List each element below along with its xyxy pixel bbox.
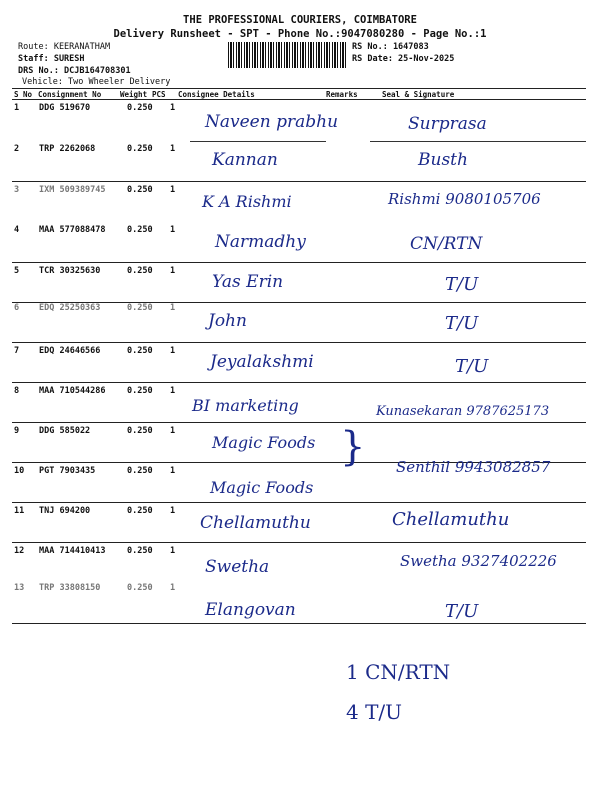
row-consignment: TRP 33808150 — [39, 583, 101, 593]
row-weight: 0.250 — [127, 386, 153, 396]
signature-handwriting: Swetha 9327402226 — [400, 552, 557, 570]
rs-number: RS No.: 1647083 — [352, 42, 429, 52]
signature-handwriting: Rishmi 9080105706 — [388, 190, 541, 208]
signature-handwriting: CN/RTN — [410, 234, 483, 254]
header-top-rule — [12, 88, 586, 89]
row-pcs: 1 — [170, 303, 176, 313]
row-consignment: TRP 2262068 — [39, 144, 96, 154]
row-pcs: 1 — [170, 103, 176, 113]
consignee-handwriting: Swetha — [205, 557, 270, 577]
row-pcs: 1 — [170, 386, 176, 396]
row-sno: 7 — [14, 346, 20, 356]
row-sno: 2 — [14, 144, 20, 154]
consignee-handwriting: Jeyalakshmi — [210, 352, 314, 372]
row-consignment: IXM 509389745 — [39, 185, 106, 195]
row-weight: 0.250 — [127, 466, 153, 476]
bracket-mark: } — [340, 424, 366, 470]
row-pcs: 1 — [170, 346, 176, 356]
signature-handwriting: Chellamuthu — [392, 509, 510, 530]
row-pcs: 1 — [170, 266, 176, 276]
consignee-handwriting: Narmadhy — [215, 232, 306, 252]
col-remarks: Remarks — [326, 90, 358, 99]
row-consignment: MAA 710544286 — [39, 386, 106, 396]
signature-handwriting: T/U — [445, 274, 479, 295]
row-sno: 10 — [14, 466, 25, 476]
row-consignment: MAA 714410413 — [39, 546, 106, 556]
row-pcs: 1 — [170, 225, 176, 235]
col-consignee: Consignee Details — [178, 90, 255, 99]
row-weight: 0.250 — [127, 506, 153, 516]
col-sno: S No — [14, 90, 33, 99]
drs-label: DRS No.: DCJB164708301 — [18, 66, 131, 76]
row-weight: 0.250 — [127, 546, 153, 556]
table-row — [12, 263, 586, 304]
note-cn-rtn: 1 CN/RTN — [346, 660, 451, 684]
row-pcs: 1 — [170, 426, 176, 436]
consignee-handwriting: BI marketing — [192, 396, 299, 415]
row-sno: 11 — [14, 506, 25, 516]
row-consignment: TCR 30325630 — [39, 266, 101, 276]
row-consignment: EDQ 25250363 — [39, 303, 101, 313]
signature-handwriting: Surprasa — [408, 114, 487, 134]
staff-label: Staff: SURESH — [18, 54, 85, 64]
row-sno: 4 — [14, 225, 20, 235]
row-sno: 3 — [14, 185, 20, 195]
consignee-handwriting: Elangovan — [205, 600, 296, 620]
consignee-handwriting: Magic Foods — [210, 478, 314, 497]
row-sno: 1 — [14, 103, 20, 113]
consignee-handwriting: K A Rishmi — [202, 192, 292, 211]
col-pcs: PCS — [152, 90, 166, 99]
signature-handwriting: Kunasekaran 9787625173 — [376, 404, 550, 419]
row-sno: 8 — [14, 386, 20, 396]
signature-handwriting: T/U — [445, 313, 479, 334]
row-consignment: PGT 7903435 — [39, 466, 96, 476]
vehicle-label: Vehicle: Two Wheeler Delivery — [22, 77, 171, 87]
consignee-handwriting: Magic Foods — [212, 433, 316, 452]
row-consignment: MAA 577088478 — [39, 225, 106, 235]
row-pcs: 1 — [170, 185, 176, 195]
consignee-handwriting: John — [208, 311, 247, 331]
note-tu: 4 T/U — [346, 700, 403, 724]
row-weight: 0.250 — [127, 346, 153, 356]
row-consignment: EDQ 24646566 — [39, 346, 101, 356]
row-weight: 0.250 — [127, 225, 153, 235]
row-weight: 0.250 — [127, 426, 153, 436]
company-title: THE PROFESSIONAL COURIERS, COIMBATORE — [183, 14, 417, 26]
signature-handwriting: T/U — [455, 356, 489, 377]
col-seal-signature: Seal & Signature — [382, 90, 455, 99]
consignee-handwriting: Yas Erin — [212, 272, 284, 292]
row-pcs: 1 — [170, 583, 176, 593]
table-row — [12, 141, 586, 182]
row-weight: 0.250 — [127, 266, 153, 276]
row-sno: 6 — [14, 303, 20, 313]
row-consignment: TNJ 694200 — [39, 506, 91, 516]
row-pcs: 1 — [170, 144, 176, 154]
row-consignment: DDG 585022 — [39, 426, 91, 436]
row-weight: 0.250 — [127, 303, 153, 313]
row-sno: 5 — [14, 266, 20, 276]
col-weight: Weight — [120, 90, 148, 99]
row-consignment: DDG 519670 — [39, 103, 91, 113]
consignee-handwriting: Naveen prabhu — [205, 112, 339, 132]
signature-handwriting: T/U — [445, 601, 479, 622]
row-weight: 0.250 — [127, 144, 153, 154]
col-consignment: Consignment No — [38, 90, 102, 99]
row-weight: 0.250 — [127, 583, 153, 593]
signature-handwriting: Senthil 9943082857 — [396, 458, 551, 476]
table-row — [12, 583, 586, 624]
barcode-image — [228, 42, 348, 68]
consignee-handwriting: Chellamuthu — [200, 513, 311, 533]
signature-handwriting: Busth — [418, 150, 468, 170]
row-pcs: 1 — [170, 466, 176, 476]
rs-date: RS Date: 25-Nov-2025 — [352, 54, 455, 64]
row-pcs: 1 — [170, 546, 176, 556]
consignee-handwriting: Kannan — [212, 150, 278, 170]
row-sno: 9 — [14, 426, 20, 436]
row-weight: 0.250 — [127, 185, 153, 195]
row-weight: 0.250 — [127, 103, 153, 113]
runsheet-subtitle: Delivery Runsheet - SPT - Phone No.:9047080280 - Page No.:1 — [113, 28, 487, 40]
table-row — [12, 303, 586, 344]
row-sno: 12 — [14, 546, 25, 556]
route-label: Route: KEERANATHAM — [18, 42, 111, 52]
row-sno: 13 — [14, 583, 25, 593]
row-pcs: 1 — [170, 506, 176, 516]
table-bottom-rule — [12, 623, 586, 624]
